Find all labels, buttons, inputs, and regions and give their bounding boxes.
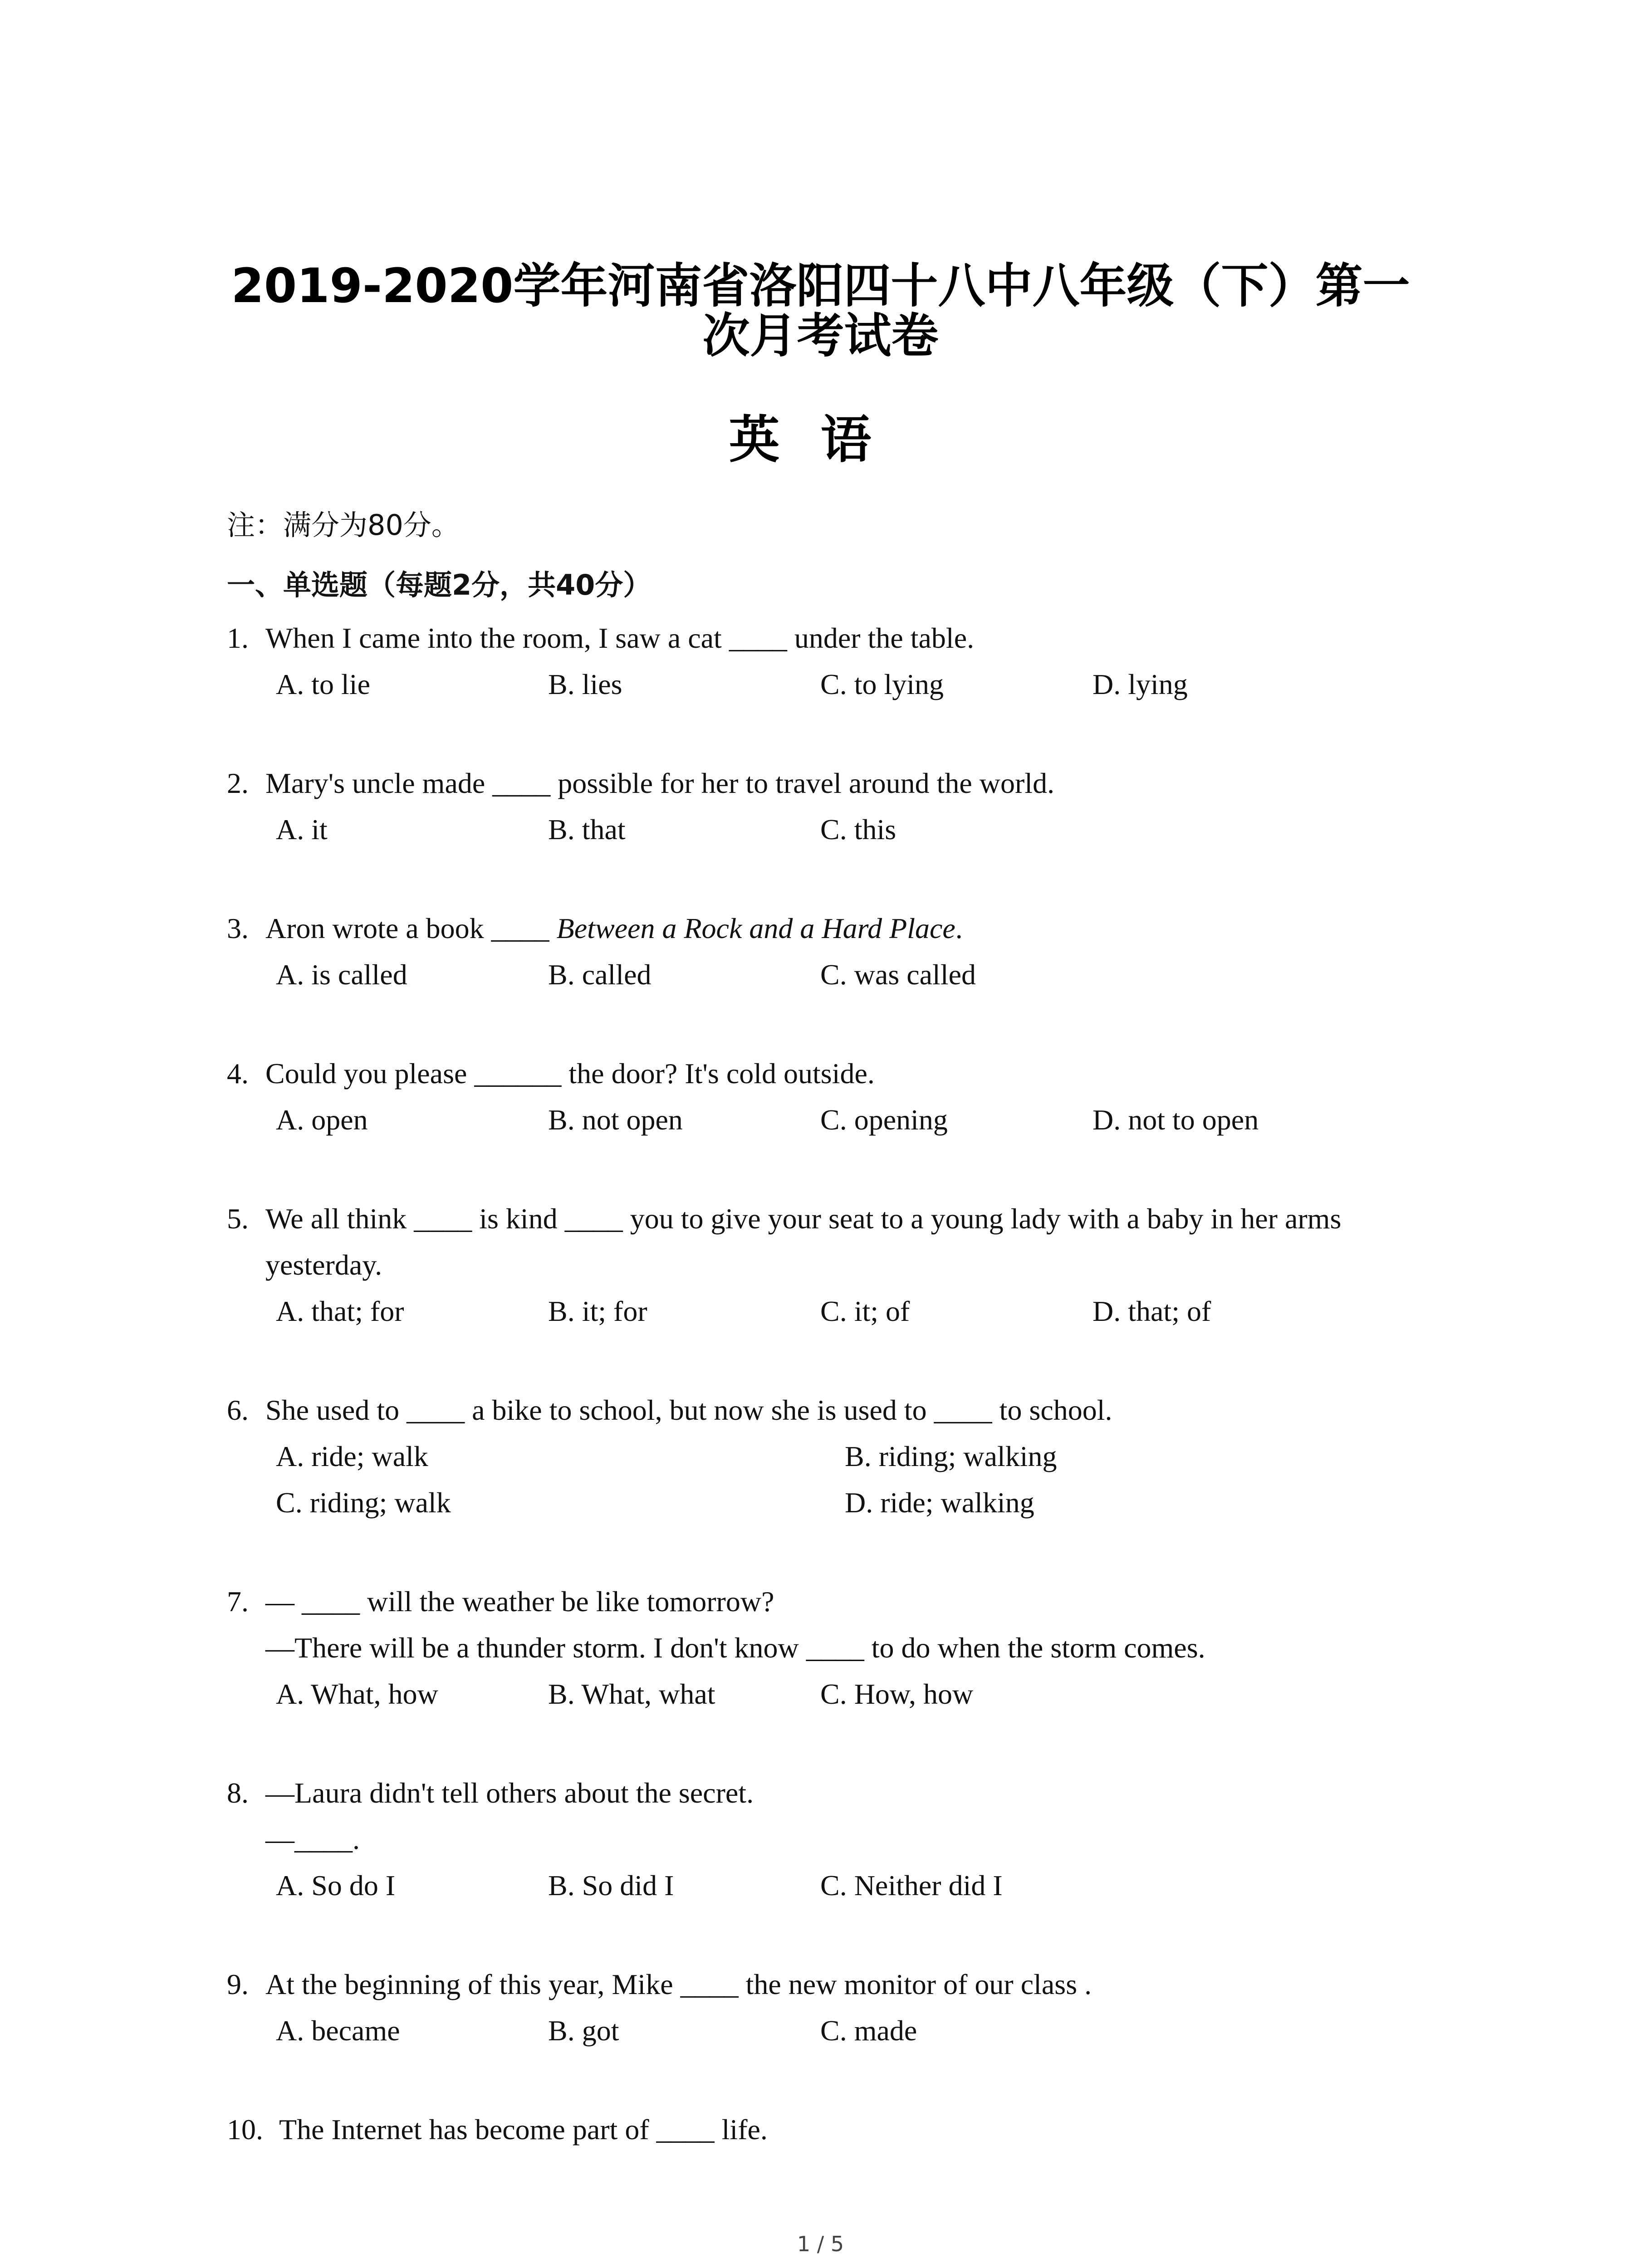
question-5: [0, 1196, 1641, 1334]
question-stem-continued: —____.: [265, 1823, 360, 1855]
question-6: [0, 1387, 1641, 1526]
question-stem: —Laura didn't tell others about the secret.: [265, 1777, 754, 1809]
question-stem: [265, 905, 963, 952]
question-stem: We all think ____ is kind ____ you to give your seat to a young lady with a baby in her arms: [265, 1202, 1342, 1235]
question-stem-continued: —There will be a thunder storm. I don't know ____ to do when the storm comes.: [265, 1632, 1205, 1664]
question-stem: When I came into the room, I saw a cat ____ under the table.: [265, 622, 975, 654]
question-stem: At the beginning of this year, Mike ____ the new monitor of our class .: [265, 1968, 1092, 2000]
option-c[interactable]: C. to lying: [820, 668, 944, 700]
question-stem: — ____ will the weather be like tomorrow?: [265, 1585, 774, 1618]
question-number: 9.: [227, 1968, 249, 2000]
option-c[interactable]: C. Neither did I: [820, 1869, 1003, 1901]
option-a[interactable]: A. open: [276, 1104, 368, 1136]
question-9: [0, 1961, 1641, 2054]
question-number: 10.: [227, 2113, 263, 2146]
option-d[interactable]: D. ride; walking: [845, 1486, 1034, 1519]
option-b[interactable]: B. got: [548, 2014, 619, 2047]
option-a[interactable]: A. it: [276, 813, 328, 846]
option-c[interactable]: C. this: [820, 813, 896, 846]
question-stem: Mary's uncle made ____ possible for her to travel around the world.: [265, 767, 1055, 799]
question-2: [0, 760, 1641, 853]
question-10: [0, 2107, 1641, 2153]
book-title: Between a Rock and a Hard Place: [556, 912, 955, 944]
option-a[interactable]: A. is called: [276, 958, 407, 991]
exam-title-line-1: 2019-2020学年河南省洛阳四十八中八年级（下）第一: [231, 258, 1410, 313]
question-number: 5.: [227, 1202, 249, 1235]
option-b[interactable]: B. riding; walking: [845, 1440, 1057, 1472]
option-d[interactable]: D. lying: [1092, 668, 1188, 700]
option-c[interactable]: C. opening: [820, 1104, 948, 1136]
option-b[interactable]: B. What, what: [548, 1678, 715, 1710]
option-b[interactable]: B. lies: [548, 668, 622, 700]
stem-text: Aron wrote a book ____: [265, 912, 557, 944]
question-number: 1.: [227, 622, 249, 654]
question-number: 2.: [227, 767, 249, 799]
option-b[interactable]: B. So did I: [548, 1869, 674, 1901]
question-4: [0, 1051, 1641, 1143]
question-1: [0, 615, 1641, 708]
question-8: [0, 1770, 1641, 1909]
question-number: 7.: [227, 1585, 249, 1618]
score-note: 注：满分为80分。: [227, 508, 460, 542]
question-3: [0, 905, 1641, 998]
option-a[interactable]: A. that; for: [276, 1295, 404, 1327]
option-c[interactable]: C. it; of: [820, 1295, 910, 1327]
question-number: 8.: [227, 1777, 249, 1809]
option-a[interactable]: A. ride; walk: [276, 1440, 428, 1472]
question-7: [0, 1579, 1641, 1717]
option-c[interactable]: C. made: [820, 2014, 917, 2047]
section-heading: 一、单选题（每题2分，共40分）: [227, 568, 652, 601]
option-d[interactable]: D. not to open: [1092, 1104, 1259, 1136]
question-stem: She used to ____ a bike to school, but now she is used to ____ to school.: [265, 1394, 1112, 1426]
option-c[interactable]: C. riding; walk: [276, 1486, 451, 1519]
option-a[interactable]: A. So do I: [276, 1869, 396, 1901]
option-b[interactable]: B. it; for: [548, 1295, 647, 1327]
question-stem-continued: yesterday.: [265, 1249, 382, 1281]
option-c[interactable]: C. How, how: [820, 1678, 974, 1710]
stem-end: .: [955, 912, 963, 944]
question-number: 3.: [227, 912, 249, 944]
option-c[interactable]: C. was called: [820, 958, 976, 991]
option-d[interactable]: D. that; of: [1092, 1295, 1211, 1327]
question-stem: The Internet has become part of ____ life.: [279, 2113, 768, 2146]
option-b[interactable]: B. that: [548, 813, 626, 846]
exam-title-line-2: 次月考试卷: [702, 308, 939, 363]
option-b[interactable]: B. not open: [548, 1104, 683, 1136]
option-b[interactable]: B. called: [548, 958, 652, 991]
page-number: 1 / 5: [797, 2232, 844, 2256]
question-number: 4.: [227, 1057, 249, 1090]
question-stem: Could you please ______ the door? It's cold outside.: [265, 1057, 875, 1090]
question-number: 6.: [227, 1394, 249, 1426]
option-a[interactable]: A. What, how: [276, 1678, 438, 1710]
option-a[interactable]: A. to lie: [276, 668, 370, 700]
option-a[interactable]: A. became: [276, 2014, 400, 2047]
subject-heading: 英语: [729, 411, 912, 469]
